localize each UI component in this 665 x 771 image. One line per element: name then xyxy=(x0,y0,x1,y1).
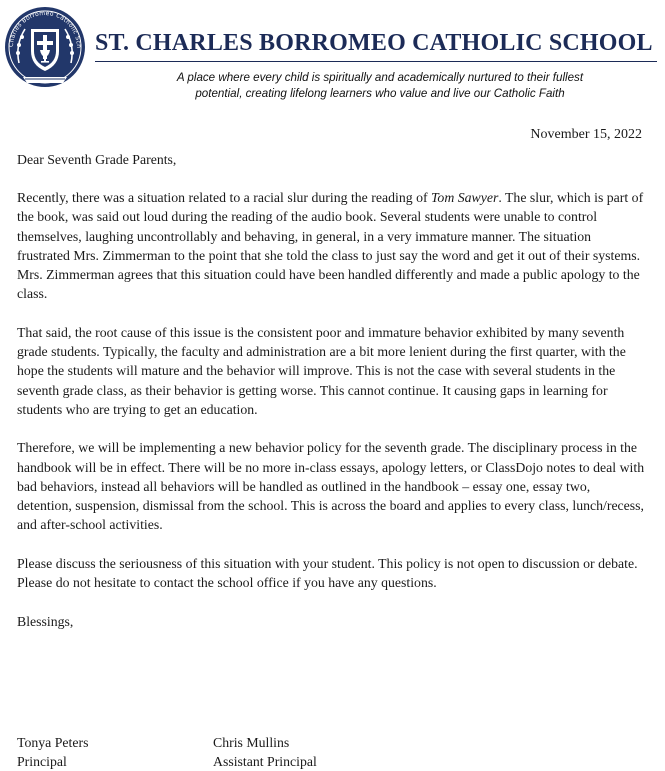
school-mission-tagline xyxy=(120,70,640,102)
closing: Blessings, xyxy=(17,613,74,629)
paragraph-2: That said, the root cause of this issue is the consistent poor and immature behavior exhibited by many seventh grade students. Typically, the faculty and administration are a bit more lenient during the first quarter, with the hope the students will mature and the behavior will improve. This is not the case with several students in the seventh grade class, as their behavior is getting worse. This cannot continue. It causing gaps in learning for students who are trying to get an education. xyxy=(17,324,626,417)
letter-body xyxy=(17,150,647,631)
school-name-heading: ST. CHARLES BORROMEO CATHOLIC SCHOOL xyxy=(95,30,653,56)
signature-assistant-principal xyxy=(213,733,317,771)
paragraph-4: Please discuss the seriousness of this situation with your student. This policy is not open to discussion or debate. Please do not hesitate to contact the school office if you have any questions. xyxy=(17,555,638,591)
tagline-line-1: A place where every child is spiritually and academically nurtured to their fullest xyxy=(176,71,584,84)
crest-emblem-icon xyxy=(3,3,87,103)
signature-title: Principal xyxy=(17,754,67,769)
book-title: Tom Sawyer xyxy=(431,190,499,206)
salutation: Dear Seventh Grade Parents, xyxy=(17,152,177,167)
paragraph-1-text-a: Recently, there was a situation related to a racial slur during the reading of xyxy=(17,190,432,206)
signature-principal xyxy=(17,733,88,771)
paragraph-1 xyxy=(17,188,647,303)
paragraph-3: Therefore, we will be implementing a new behavior policy for the seventh grade. The disciplinary process in the handbook will be in effect. There will be no more in-class essays, apology letters, or ClassDojo notes to deal with bad behaviors, instead all behaviors will be handled as outlined in the handbook – essay one, essay two, detention, suspension, dismissal from the school. This is across the board and applies to every class, lunch/recess, and after-school activities. xyxy=(17,440,645,533)
signature-name: Tonya Peters xyxy=(17,735,89,750)
school-crest-logo xyxy=(3,3,87,103)
signature-name: Chris Mullins xyxy=(213,735,290,750)
tagline-line-2: potential, creating lifelong learners who value and live our Catholic Faith xyxy=(195,87,565,100)
header-divider xyxy=(95,61,657,62)
paragraph-1-text-b: . The slur, which is part of the book, was said out loud during the reading of the audio book. Several students were unable to control themselves, laughing uncontrollably and behaving, in general, in a very immature manner. The situation frustrated Mrs. Zimmerman to the point that she told the class to just say the word and get it out of their systems. Mrs. Zimmerman agrees that this situation could have been handled differently and made a public apology to the class. xyxy=(17,190,644,302)
signature-title: Assistant Principal xyxy=(213,754,317,769)
letter-date: November 15, 2022 xyxy=(530,127,642,142)
svg-text:St. Charles Borromeo Catholic: Charles Borromeo Catholic Sch xyxy=(7,9,83,49)
